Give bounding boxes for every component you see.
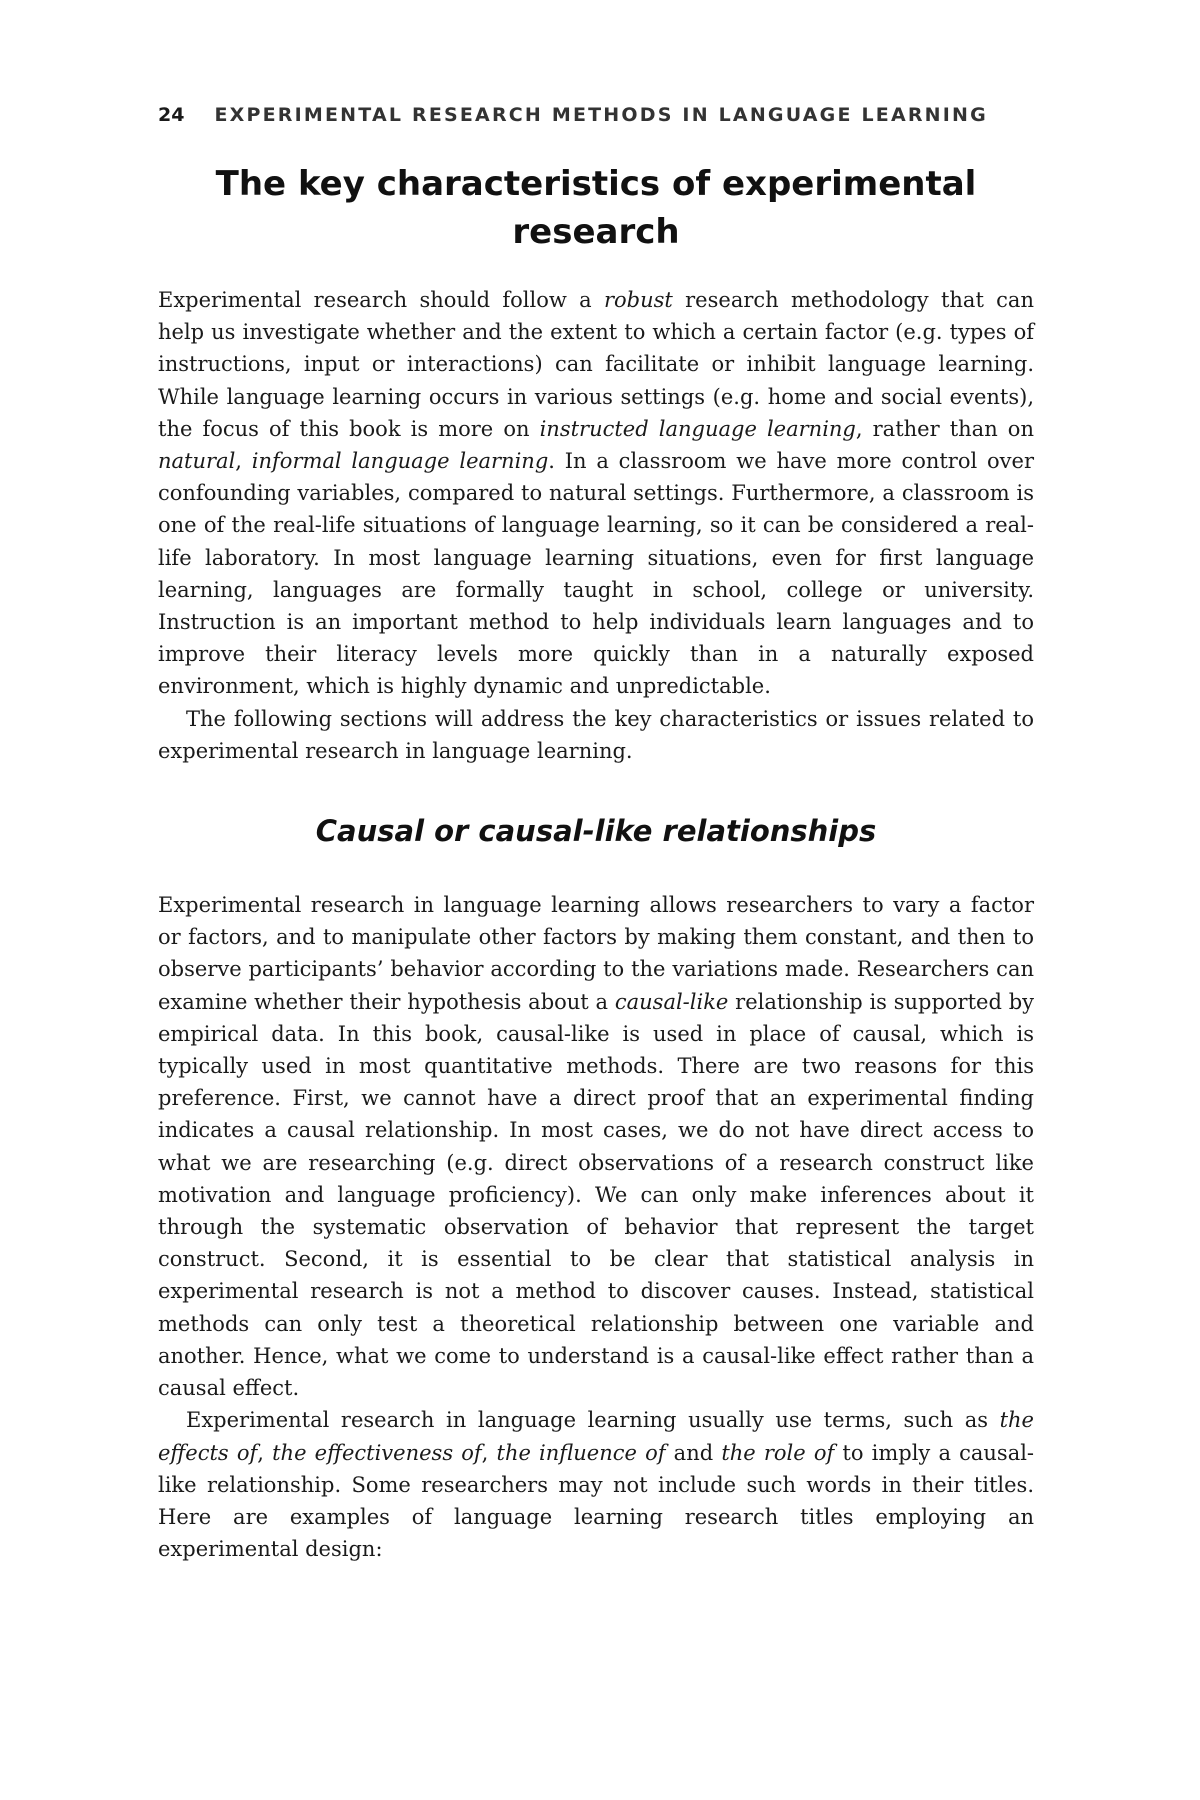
- section-heading-key-characteristics: [158, 160, 1034, 256]
- text-run: Experimental research in language learning allows researchers to vary a factor or factors, and to manipulate other factors by making them constant, and then to observe participants’ behavior according to the variations made. Researchers can examine whether their hypothesis about a: [158, 893, 1034, 1014]
- paragraph-terms: [158, 1404, 1034, 1565]
- heading-line-1: The key characteristics of experimental: [215, 164, 977, 204]
- text-run: relationship is supported by empirical data. In this book, causal-like is used in place of causal, which is typically used in most quantitative methods. There are two reasons for this preference. First, we cannot have a direct proof that an experimental finding indicates a causal relationship. In most cases, we do not have direct access to what we are researching (e.g. direct observations of a research construct like motivation and language proficiency). We can only make inferences about it through the systematic observation of behavior that represent the target construct. Second, it is essential to be clear that statistical analysis in experimental research is not a method to discover causes. Instead, statistical methods can only test a theoretical relationship between one variable and another. Hence, what we come to understand is a causal-like effect rather than a causal effect.: [158, 989, 1035, 1401]
- text-run: and: [665, 1440, 722, 1465]
- paragraph-following-sections: The following sections will address the key characteristics or issues related to experimental research in language learning.: [158, 706, 1034, 763]
- paragraph-causal-like: [158, 889, 1034, 1404]
- emphasis-instructed-language-learning: instructed language learning: [539, 416, 856, 441]
- text-run: ,: [257, 1440, 273, 1465]
- text-run: research methodology that can help us investigate whether and the extent to which a certain factor (e.g. types of instructions, input or interactions) can facilitate or inhibit language learning. While language learning occurs in various settings (e.g. home and social events), the focus of this book is more on: [158, 288, 1034, 441]
- running-title: EXPERIMENTAL RESEARCH METHODS IN LANGUAGE LEARNING: [214, 104, 988, 126]
- emphasis-the-effects-of: the effects of: [158, 1408, 1034, 1465]
- emphasis-informal-language-learning: informal language learning: [251, 449, 549, 474]
- text-run: Experimental research should follow a: [158, 288, 604, 312]
- emphasis-the-effectiveness-of: the effectiveness of: [272, 1440, 482, 1465]
- emphasis-causal-like: causal-like: [614, 989, 729, 1014]
- text-run: , rather than on: [855, 416, 1034, 441]
- emphasis-the-influence-of: the influence of: [496, 1440, 666, 1465]
- text-run: Experimental research in language learning usually use terms, such as: [186, 1408, 1000, 1433]
- text-run: ,: [235, 449, 252, 474]
- page-number: 24: [158, 104, 185, 126]
- text-run: to imply a causal-like relationship. Some researchers may not include such words in their titles. Here are examples of language learning research titles employing an experimental design:: [158, 1440, 1035, 1562]
- text-run: . In a classroom we have more control over confounding variables, compared to natural settings. Furthermore, a classroom is one of the real-life situations of language learning, so it can be considered a real-life laboratory. In most language learning situations, even for first language learning, languages are formally taught in school, college or university. Instruction is an important method to help individuals learn languages and to improve their literacy levels more quickly than in a naturally exposed environment, which is highly dynamic and unpredictable.: [158, 449, 1034, 699]
- emphasis-robust: robust: [603, 288, 673, 312]
- text-run: ,: [481, 1440, 497, 1465]
- emphasis-the-role-of: the role of: [721, 1440, 835, 1465]
- heading-line-2: research: [512, 212, 680, 252]
- section-heading-causal-relationships: Causal or causal-like relationships: [315, 814, 877, 849]
- book-page: [158, 104, 1034, 1565]
- paragraph-intro: [158, 284, 1034, 703]
- running-head: [158, 104, 1034, 126]
- emphasis-natural: natural: [158, 449, 236, 474]
